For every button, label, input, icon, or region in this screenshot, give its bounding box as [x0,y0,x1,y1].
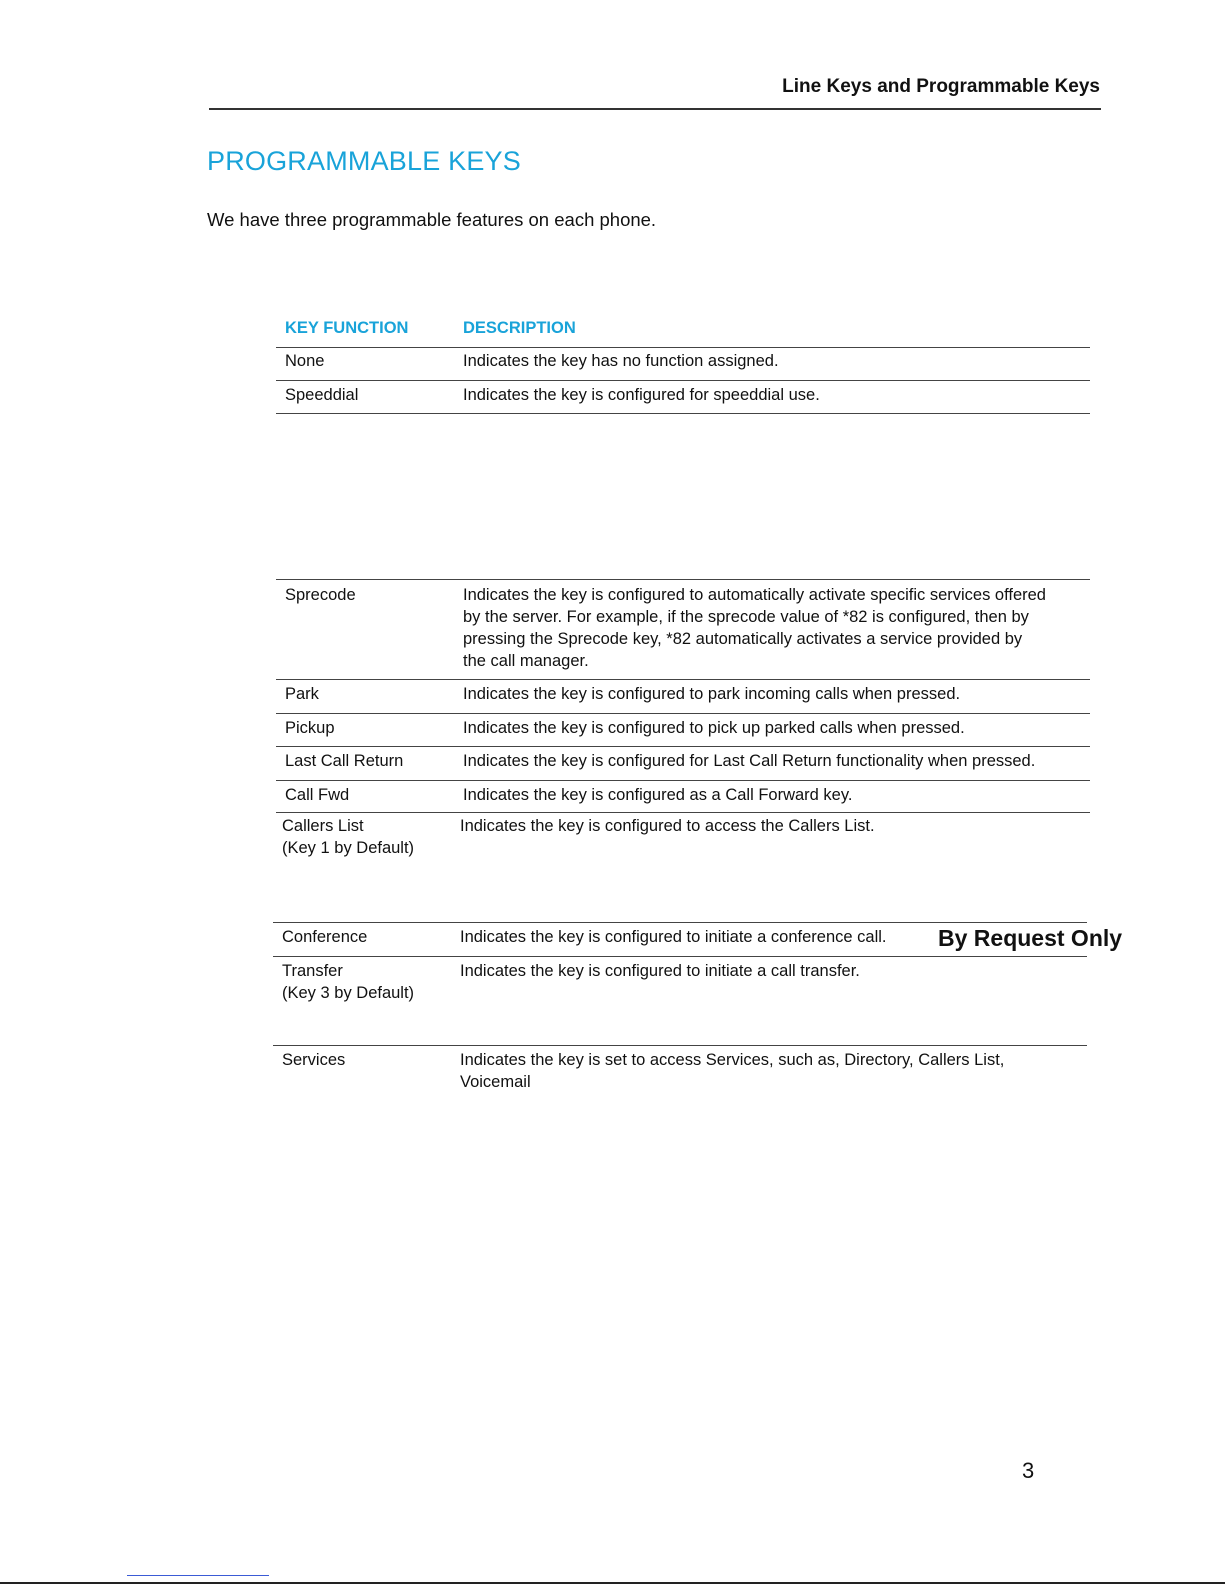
intro-text: We have three programmable features on each phone. [207,209,657,230]
table-row-description-line: Indicates the key is set to access Services, such as, Directory, Callers List, [460,1051,1005,1069]
table-row-key: None [285,352,325,370]
table-row-description: Indicates the key is configured to access the Callers List. [460,817,875,835]
running-header: Line Keys and Programmable Keys [782,76,1100,97]
table-rule [276,413,1090,414]
table-row-description-line: pressing the Sprecode key, *82 automatically activates a service provided by [463,630,1023,648]
table-rule [276,812,1090,813]
table-row-key: Sprecode [285,586,356,604]
table-row-description-line: by the server. For example, if the sprecode value of *82 is configured, then by [463,608,1029,626]
table-rule [276,713,1090,714]
table-row-key: Services [282,1051,346,1069]
table-row-description: Indicates the key is configured to initiate a conference call. [460,928,887,946]
footer-rule [0,1582,1225,1584]
table-row-key-line: (Key 3 by Default) [282,984,415,1002]
table-row-key: Conference [282,928,368,946]
table-row-key: Last Call Return [285,752,404,770]
table-row-key: Call Fwd [285,786,350,804]
footer-link-underline [127,1575,269,1576]
table-row-description-line: Voicemail [460,1073,531,1091]
table-rule [273,922,1087,923]
column-header-description: DESCRIPTION [463,319,576,337]
table-row-description: Indicates the key is configured for speeddial use. [463,386,820,404]
table-rule [273,1045,1087,1046]
table-rule [276,380,1090,381]
table-row-key-line: (Key 1 by Default) [282,839,415,857]
table-rule [276,780,1090,781]
table-rule [273,956,1087,957]
table-row-description: Indicates the key is configured as a Call Forward key. [463,786,853,804]
page-title: PROGRAMMABLE KEYS [207,146,521,176]
table-row-key: Pickup [285,719,335,737]
table-row-key-line: Transfer [282,962,343,980]
table-rule [276,746,1090,747]
table-row-key-line: Callers List [282,817,364,835]
table-row-description: Indicates the key has no function assigned. [463,352,779,370]
table-rule [276,579,1090,580]
header-rule [209,108,1101,110]
table-row-description-line: the call manager. [463,652,589,670]
by-request-only-note: By Request Only [938,925,1123,951]
table-row-description: Indicates the key is configured to pick up parked calls when pressed. [463,719,965,737]
table-row-description: Indicates the key is configured to initiate a call transfer. [460,962,860,980]
table-row-description-line: Indicates the key is configured to automatically activate specific services offered [463,586,1046,604]
page-number: 3 [1022,1458,1035,1483]
table-row-description: Indicates the key is configured for Last Call Return functionality when pressed. [463,752,1036,770]
table-row-key: Speeddial [285,386,359,404]
table-rule [276,347,1090,348]
table-row-key: Park [285,685,319,703]
column-header-key-function: KEY FUNCTION [285,319,409,337]
table-row-description: Indicates the key is configured to park incoming calls when pressed. [463,685,961,703]
table-rule [276,679,1090,680]
